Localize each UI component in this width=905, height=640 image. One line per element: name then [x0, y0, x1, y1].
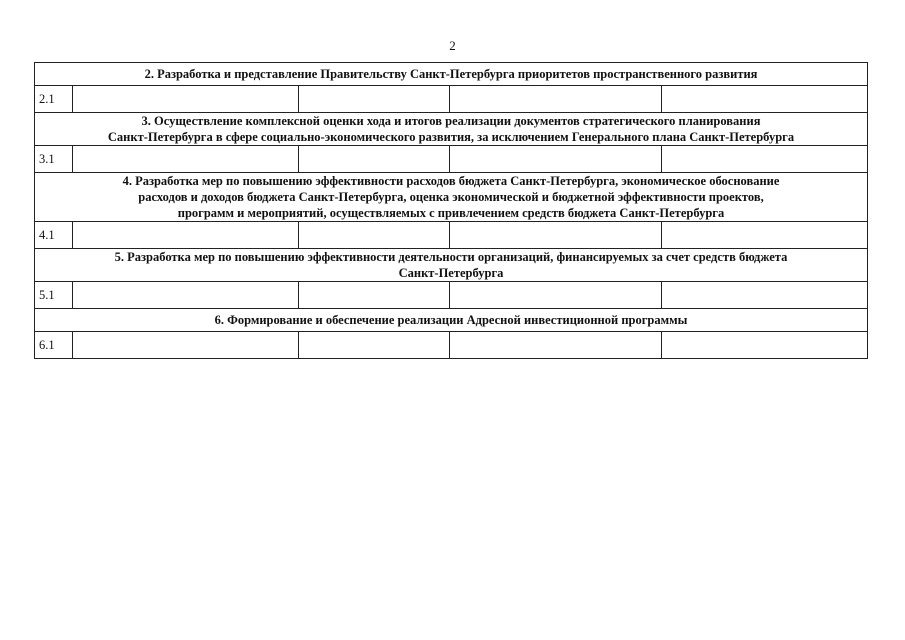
- table-cell: [662, 282, 868, 309]
- section-heading-line: Санкт-Петербурга: [398, 266, 504, 280]
- page-number: 2: [449, 38, 456, 53]
- table-cell: [73, 222, 299, 249]
- section-heading-line: Санкт-Петербурга в сфере социально-экономического развития, за исключением Генерального плана Санкт-Петербурга: [107, 130, 795, 144]
- table-cell: [299, 86, 450, 113]
- table-cell: [299, 222, 450, 249]
- section-heading-line: расходов и доходов бюджета Санкт-Петербурга, оценка экономической и бюджетной эффективности проектов,: [138, 190, 764, 204]
- table-row: [35, 282, 868, 309]
- table-cell: [450, 222, 662, 249]
- section-heading: [35, 249, 868, 282]
- section-heading-row: [35, 173, 868, 222]
- table-cell: [299, 146, 450, 173]
- section-heading-row: [35, 309, 868, 332]
- table-cell: [662, 146, 868, 173]
- section-heading: [35, 113, 868, 146]
- section-heading-line: 4. Разработка мер по повышению эффективности расходов бюджета Санкт-Петербурга, экономическое обоснование: [122, 174, 780, 188]
- table-cell: [73, 146, 299, 173]
- table-cell: [450, 332, 662, 359]
- table-cell: [299, 332, 450, 359]
- section-heading-text: 2. Разработка и представление Правительству Санкт-Петербурга приоритетов пространственного развития: [144, 67, 758, 81]
- section-heading: [35, 173, 868, 222]
- section-heading-text: 6. Формирование и обеспечение реализации Адресной инвестиционной программы: [214, 313, 688, 327]
- table-cell: [73, 332, 299, 359]
- row-number-cell: 3.1: [35, 146, 73, 173]
- section-heading: [35, 309, 868, 332]
- section-heading-row: [35, 113, 868, 146]
- table-row: [35, 146, 868, 173]
- table-cell: [450, 86, 662, 113]
- table-cell: [662, 222, 868, 249]
- row-number-cell: 4.1: [35, 222, 73, 249]
- section-heading-line: 3. Осуществление комплексной оценки хода и итогов реализации документов стратегического планирования: [141, 114, 761, 128]
- table-row: [35, 86, 868, 113]
- table-cell: [662, 332, 868, 359]
- table-cell: [662, 86, 868, 113]
- table-cell: [73, 86, 299, 113]
- section-heading-row: [35, 249, 868, 282]
- section-heading-line: 5. Разработка мер по повышению эффективности деятельности организаций, финансируемых за счет средств бюджета: [114, 250, 788, 264]
- table-cell: [450, 282, 662, 309]
- section-heading-line: программ и мероприятий, осуществляемых с привлечением средств бюджета Санкт-Петербурга: [177, 206, 725, 220]
- plan-table: [34, 62, 868, 359]
- table-row: [35, 222, 868, 249]
- table-row: [35, 332, 868, 359]
- row-number-cell: 2.1: [35, 86, 73, 113]
- table-cell: [299, 282, 450, 309]
- table-cell: [73, 282, 299, 309]
- table-cell: [450, 146, 662, 173]
- row-number-cell: 6.1: [35, 332, 73, 359]
- section-heading-row: [35, 63, 868, 86]
- section-heading: [35, 63, 868, 86]
- row-number-cell: 5.1: [35, 282, 73, 309]
